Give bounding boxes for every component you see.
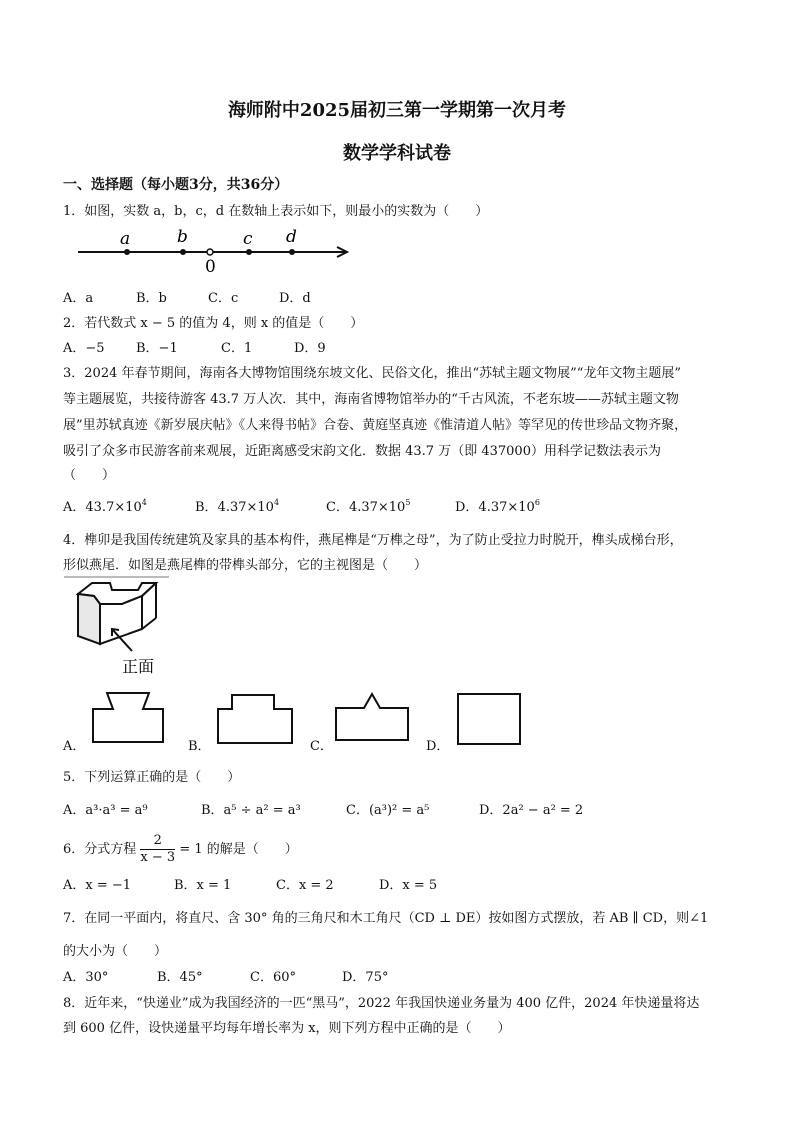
q4-option-d[interactable]: D． [426,739,450,754]
q6-option-d[interactable]: D．x = 5 [379,878,438,893]
q8-line-2: 到 600 亿件，设快递量平均每年增长率为 x，则下列方程中正确的是（ ） [63,1021,511,1036]
q1-stem: 1．如图，实数 a，b，c，d 在数轴上表示如下，则最小的实数为（ ） [63,204,489,219]
q3-option-b[interactable]: B．$4.37\times 10^4$ [195,498,280,515]
q8-line-1: 8．近年来，“快递业”成为我国经济的一匹“黑马”，2022 年我国快递业务量为 400 亿件，2024 年快递量将达 [63,996,700,1011]
q3-option-c[interactable]: C．$4.37\times 10^5$ [326,498,411,515]
q6-fraction [140,833,175,866]
q2-stem: 2．若代数式 x − 5 的值为 4，则 x 的值是（ ） [63,316,364,331]
q6-denominator: x − 3 [140,850,176,865]
q7-option-c[interactable]: C．60° [250,970,296,985]
q1-option-c[interactable]: C．c [208,291,239,306]
q5-option-b[interactable]: B．a⁵ ÷ a² = a³ [201,803,301,818]
q7-line-1: 7．在同一平面内，将直尺、含 30° 角的三角尺和木工角尺（CD ⊥ DE）按如图方式摆放，若 AB ∥ CD，则∠1 [63,911,709,926]
point-c [246,249,252,255]
q4-option-d-figure [456,692,524,746]
q4-option-c-figure [334,690,410,742]
q2-option-d[interactable]: D．9 [294,341,326,356]
q6-option-a[interactable]: A．x = −1 [63,878,132,893]
q1-option-d[interactable]: D．d [279,291,311,306]
q1-option-b[interactable]: B．b [136,291,167,306]
q3-option-a[interactable]: A．$43.7\times 10^4$ [63,498,147,515]
q7-option-b[interactable]: B．45° [157,970,203,985]
q6-numerator: 2 [140,833,175,850]
q7-line-2: 的大小为（ ） [63,944,168,959]
q7-option-d[interactable]: D．75° [342,970,389,985]
label-c: c [243,229,253,249]
point-b [180,249,186,255]
q4-line-2: 形似燕尾．如图是燕尾榫的带榫头部分，它的主视图是（ ） [63,558,428,573]
q6-stem-suffix: = 1 的解是（ ） [179,842,298,857]
q4-option-a-figure [91,689,166,745]
dovetail-3d-figure [64,574,174,679]
section-heading: 一、选择题（每小题3分，共36分） [63,177,289,193]
exam-title: 海师附中2025届初三第一学期第一次月考 [227,100,567,121]
q4-option-b-figure [216,693,296,745]
point-zero [207,249,213,255]
q6-option-c[interactable]: C．x = 2 [276,878,334,893]
q5-option-a[interactable]: A．a³·a³ = a⁹ [63,803,148,818]
q2-option-b[interactable]: B．−1 [136,341,178,356]
q2-option-c[interactable]: C．1 [221,341,253,356]
point-d [289,249,295,255]
label-d: d [286,227,297,247]
label-a: a [120,229,131,249]
q3-line-3: 展”里苏轼真迹《新岁展庆帖》《人来得书帖》合卷、黄庭坚真迹《惟清道人帖》等罕见的传世珍品文物齐聚， [63,418,688,433]
label-zero: 0 [205,257,216,277]
q4-option-a[interactable]: A． [63,739,86,754]
q3-line-2: 等主题展览，共接待游客 43.7 万人次．其中，海南省博物馆举办的“千古风流，不老东坡——苏轼主题文物 [63,392,679,407]
point-a [124,249,130,255]
front-label: 正面 [122,657,155,676]
q3-line-4: 吸引了众多市民游客前来观展，近距离感受宋韵文化．数据 43.7 万（即 437000）用科学记数法表示为 [63,444,661,459]
q3-line-5: （ ） [63,468,116,483]
q2-option-a[interactable]: A．−5 [63,341,105,356]
q1-option-a[interactable]: A．a [63,291,94,306]
q7-option-a[interactable]: A．30° [63,970,109,985]
q5-option-d[interactable]: D．2a² − a² = 2 [479,803,584,818]
q6-stem [63,833,298,866]
q5-stem: 5．下列运算正确的是（ ） [63,770,241,785]
q6-option-b[interactable]: B．x = 1 [174,878,232,893]
q4-option-b[interactable]: B． [188,739,211,754]
number-line-figure [75,224,365,277]
q6-stem-prefix: 6．分式方程 [63,842,137,857]
q3-option-d[interactable]: D．$4.37\times 10^6$ [455,498,540,515]
q5-option-c[interactable]: C．(a³)² = a⁵ [346,803,430,818]
exam-subtitle: 数学学科试卷 [343,143,451,164]
label-b: b [177,227,188,247]
q3-line-1: 3．2024 年春节期间，海南各大博物馆围绕东坡文化、民俗文化，推出“苏轼主题文物展”“龙年文物主题展” [63,366,682,381]
q4-line-1: 4．榫卯是我国传统建筑及家具的基本构件，燕尾榫是“万榫之母”，为了防止受拉力时脱开，榫头成梯台形， [63,533,683,548]
q4-option-c[interactable]: C． [310,739,333,754]
